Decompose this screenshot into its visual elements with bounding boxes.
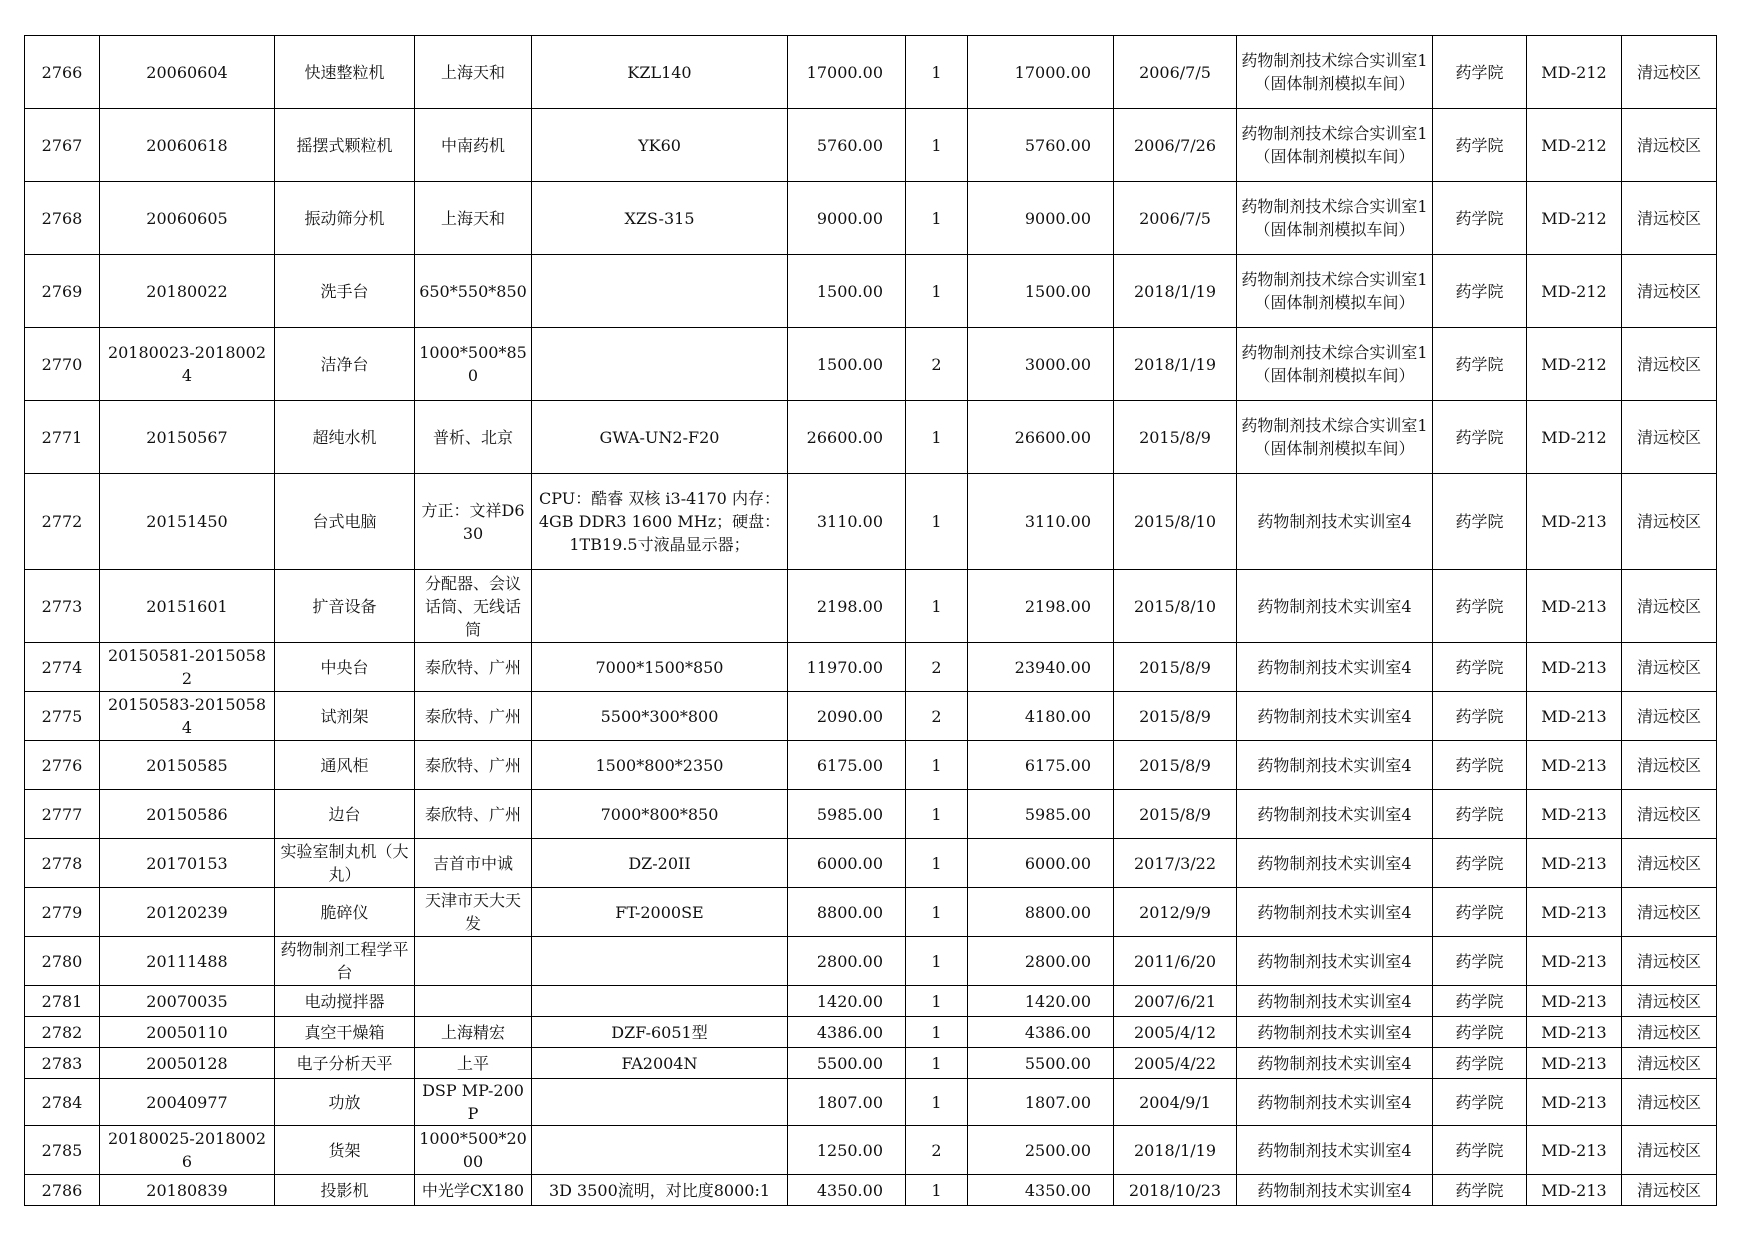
cell-id: 2785	[25, 1126, 100, 1175]
cell-department: 药学院	[1433, 36, 1527, 109]
cell-brand: 泰欣特、广州	[415, 790, 532, 839]
cell-campus: 清远校区	[1622, 986, 1717, 1017]
cell-asset-number: 20120239	[100, 888, 275, 937]
cell-purchase-date: 2015/8/10	[1114, 474, 1237, 570]
cell-unit-price: 11970.00	[788, 643, 906, 692]
cell-quantity: 1	[906, 839, 968, 888]
table-row	[25, 182, 1717, 255]
cell-brand: 方正：文祥D630	[415, 474, 532, 570]
cell-room: MD-212	[1527, 401, 1622, 474]
cell-quantity: 2	[906, 1126, 968, 1175]
cell-brand: 上海天和	[415, 36, 532, 109]
cell-room: MD-212	[1527, 328, 1622, 401]
cell-brand: 分配器、会议话筒、无线话筒	[415, 570, 532, 643]
cell-unit-price: 2090.00	[788, 692, 906, 741]
cell-id: 2769	[25, 255, 100, 328]
cell-quantity: 1	[906, 474, 968, 570]
cell-asset-number: 20170153	[100, 839, 275, 888]
cell-brand: 泰欣特、广州	[415, 643, 532, 692]
cell-campus: 清远校区	[1622, 570, 1717, 643]
cell-asset-number: 20180025-20180026	[100, 1126, 275, 1175]
cell-department: 药学院	[1433, 1175, 1527, 1206]
cell-purchase-date: 2015/8/9	[1114, 741, 1237, 790]
cell-total-amount: 2198.00	[968, 570, 1114, 643]
cell-id: 2766	[25, 36, 100, 109]
cell-campus: 清远校区	[1622, 839, 1717, 888]
cell-room: MD-213	[1527, 692, 1622, 741]
cell-asset-number: 20180022	[100, 255, 275, 328]
cell-id: 2771	[25, 401, 100, 474]
cell-unit-price: 6000.00	[788, 839, 906, 888]
cell-campus: 清远校区	[1622, 741, 1717, 790]
cell-location: 药物制剂技术实训室4	[1237, 643, 1433, 692]
cell-equipment-name: 振动筛分机	[275, 182, 415, 255]
cell-purchase-date: 2015/8/9	[1114, 401, 1237, 474]
cell-unit-price: 1807.00	[788, 1079, 906, 1126]
cell-department: 药学院	[1433, 109, 1527, 182]
cell-quantity: 2	[906, 643, 968, 692]
cell-department: 药学院	[1433, 1048, 1527, 1079]
cell-unit-price: 5760.00	[788, 109, 906, 182]
table-row	[25, 839, 1717, 888]
cell-unit-price: 26600.00	[788, 401, 906, 474]
cell-location: 药物制剂技术实训室4	[1237, 839, 1433, 888]
cell-brand: 中南药机	[415, 109, 532, 182]
table-row	[25, 1079, 1717, 1126]
cell-purchase-date: 2015/8/9	[1114, 643, 1237, 692]
cell-unit-price: 17000.00	[788, 36, 906, 109]
cell-room: MD-213	[1527, 839, 1622, 888]
cell-spec-model: CPU：酷睿 双核 i3-4170 内存：4GB DDR3 1600 MHz；硬盘：1TB19.5寸液晶显示器；	[532, 474, 788, 570]
cell-campus: 清远校区	[1622, 401, 1717, 474]
cell-location: 药物制剂技术实训室4	[1237, 1048, 1433, 1079]
cell-equipment-name: 试剂架	[275, 692, 415, 741]
cell-asset-number: 20040977	[100, 1079, 275, 1126]
cell-id: 2772	[25, 474, 100, 570]
cell-asset-number: 20150581-20150582	[100, 643, 275, 692]
cell-brand: 1000*500*2000	[415, 1126, 532, 1175]
cell-unit-price: 4386.00	[788, 1017, 906, 1048]
cell-unit-price: 3110.00	[788, 474, 906, 570]
table-row	[25, 1126, 1717, 1175]
cell-asset-number: 20050110	[100, 1017, 275, 1048]
cell-department: 药学院	[1433, 839, 1527, 888]
cell-campus: 清远校区	[1622, 1017, 1717, 1048]
cell-equipment-name: 实验室制丸机（大丸）	[275, 839, 415, 888]
cell-quantity: 1	[906, 401, 968, 474]
cell-campus: 清远校区	[1622, 109, 1717, 182]
cell-room: MD-213	[1527, 1126, 1622, 1175]
cell-asset-number: 20150567	[100, 401, 275, 474]
cell-brand: 泰欣特、广州	[415, 692, 532, 741]
cell-campus: 清远校区	[1622, 1079, 1717, 1126]
cell-spec-model: GWA-UN2-F20	[532, 401, 788, 474]
cell-purchase-date: 2011/6/20	[1114, 937, 1237, 986]
cell-id: 2774	[25, 643, 100, 692]
cell-purchase-date: 2004/9/1	[1114, 1079, 1237, 1126]
cell-location: 药物制剂技术综合实训室1（固体制剂模拟车间）	[1237, 182, 1433, 255]
cell-spec-model	[532, 255, 788, 328]
cell-purchase-date: 2015/8/9	[1114, 692, 1237, 741]
cell-total-amount: 5500.00	[968, 1048, 1114, 1079]
cell-location: 药物制剂技术实训室4	[1237, 1079, 1433, 1126]
cell-brand: 普析、北京	[415, 401, 532, 474]
cell-room: MD-213	[1527, 741, 1622, 790]
cell-campus: 清远校区	[1622, 1048, 1717, 1079]
table-row	[25, 1175, 1717, 1206]
cell-asset-number: 20151601	[100, 570, 275, 643]
cell-asset-number: 20151450	[100, 474, 275, 570]
cell-asset-number: 20070035	[100, 986, 275, 1017]
cell-quantity: 1	[906, 1079, 968, 1126]
table-row	[25, 643, 1717, 692]
cell-asset-number: 20060605	[100, 182, 275, 255]
cell-spec-model: 7000*800*850	[532, 790, 788, 839]
cell-quantity: 2	[906, 692, 968, 741]
cell-unit-price: 1500.00	[788, 328, 906, 401]
cell-room: MD-212	[1527, 109, 1622, 182]
cell-department: 药学院	[1433, 790, 1527, 839]
cell-department: 药学院	[1433, 328, 1527, 401]
cell-equipment-name: 药物制剂工程学平台	[275, 937, 415, 986]
cell-quantity: 1	[906, 182, 968, 255]
cell-location: 药物制剂技术实训室4	[1237, 937, 1433, 986]
cell-location: 药物制剂技术实训室4	[1237, 692, 1433, 741]
cell-total-amount: 6175.00	[968, 741, 1114, 790]
cell-department: 药学院	[1433, 888, 1527, 937]
cell-department: 药学院	[1433, 570, 1527, 643]
cell-spec-model	[532, 986, 788, 1017]
cell-brand	[415, 986, 532, 1017]
cell-brand: 泰欣特、广州	[415, 741, 532, 790]
cell-department: 药学院	[1433, 401, 1527, 474]
cell-campus: 清远校区	[1622, 1126, 1717, 1175]
cell-total-amount: 5985.00	[968, 790, 1114, 839]
cell-room: MD-213	[1527, 790, 1622, 839]
cell-purchase-date: 2007/6/21	[1114, 986, 1237, 1017]
cell-id: 2780	[25, 937, 100, 986]
cell-department: 药学院	[1433, 1079, 1527, 1126]
cell-total-amount: 26600.00	[968, 401, 1114, 474]
cell-department: 药学院	[1433, 692, 1527, 741]
cell-room: MD-212	[1527, 255, 1622, 328]
cell-unit-price: 5500.00	[788, 1048, 906, 1079]
cell-spec-model: 5500*300*800	[532, 692, 788, 741]
cell-equipment-name: 快速整粒机	[275, 36, 415, 109]
cell-spec-model	[532, 570, 788, 643]
cell-location: 药物制剂技术实训室4	[1237, 790, 1433, 839]
cell-spec-model	[532, 1126, 788, 1175]
cell-spec-model: 1500*800*2350	[532, 741, 788, 790]
cell-department: 药学院	[1433, 986, 1527, 1017]
cell-total-amount: 4180.00	[968, 692, 1114, 741]
cell-purchase-date: 2017/3/22	[1114, 839, 1237, 888]
cell-unit-price: 2800.00	[788, 937, 906, 986]
cell-room: MD-213	[1527, 1079, 1622, 1126]
table-row	[25, 328, 1717, 401]
cell-brand: 上海天和	[415, 182, 532, 255]
cell-campus: 清远校区	[1622, 937, 1717, 986]
cell-id: 2773	[25, 570, 100, 643]
table-row	[25, 401, 1717, 474]
table-row	[25, 937, 1717, 986]
cell-spec-model: DZF-6051型	[532, 1017, 788, 1048]
cell-total-amount: 3000.00	[968, 328, 1114, 401]
cell-id: 2767	[25, 109, 100, 182]
cell-id: 2768	[25, 182, 100, 255]
cell-total-amount: 1420.00	[968, 986, 1114, 1017]
table-row	[25, 790, 1717, 839]
cell-brand: 650*550*850	[415, 255, 532, 328]
cell-room: MD-213	[1527, 937, 1622, 986]
cell-total-amount: 4350.00	[968, 1175, 1114, 1206]
cell-quantity: 1	[906, 888, 968, 937]
cell-location: 药物制剂技术综合实训室1（固体制剂模拟车间）	[1237, 255, 1433, 328]
cell-brand: DSP MP-200P	[415, 1079, 532, 1126]
cell-unit-price: 8800.00	[788, 888, 906, 937]
cell-unit-price: 1500.00	[788, 255, 906, 328]
cell-quantity: 1	[906, 741, 968, 790]
cell-room: MD-213	[1527, 1017, 1622, 1048]
table-row	[25, 255, 1717, 328]
cell-total-amount: 2800.00	[968, 937, 1114, 986]
cell-room: MD-213	[1527, 888, 1622, 937]
cell-quantity: 1	[906, 255, 968, 328]
cell-department: 药学院	[1433, 1126, 1527, 1175]
cell-quantity: 1	[906, 1048, 968, 1079]
cell-room: MD-213	[1527, 1175, 1622, 1206]
cell-equipment-name: 台式电脑	[275, 474, 415, 570]
cell-asset-number: 20111488	[100, 937, 275, 986]
cell-spec-model: FA2004N	[532, 1048, 788, 1079]
cell-room: MD-213	[1527, 474, 1622, 570]
table-row	[25, 570, 1717, 643]
cell-unit-price: 5985.00	[788, 790, 906, 839]
cell-purchase-date: 2015/8/9	[1114, 790, 1237, 839]
cell-equipment-name: 电动搅拌器	[275, 986, 415, 1017]
cell-total-amount: 17000.00	[968, 36, 1114, 109]
cell-location: 药物制剂技术实训室4	[1237, 474, 1433, 570]
cell-quantity: 1	[906, 790, 968, 839]
cell-department: 药学院	[1433, 643, 1527, 692]
cell-id: 2778	[25, 839, 100, 888]
cell-total-amount: 5760.00	[968, 109, 1114, 182]
cell-equipment-name: 脆碎仪	[275, 888, 415, 937]
cell-brand: 1000*500*850	[415, 328, 532, 401]
cell-department: 药学院	[1433, 255, 1527, 328]
cell-location: 药物制剂技术综合实训室1（固体制剂模拟车间）	[1237, 401, 1433, 474]
cell-purchase-date: 2006/7/5	[1114, 36, 1237, 109]
cell-spec-model	[532, 1079, 788, 1126]
cell-equipment-name: 投影机	[275, 1175, 415, 1206]
cell-total-amount: 3110.00	[968, 474, 1114, 570]
cell-id: 2775	[25, 692, 100, 741]
table-row	[25, 1048, 1717, 1079]
cell-location: 药物制剂技术实训室4	[1237, 1017, 1433, 1048]
cell-campus: 清远校区	[1622, 888, 1717, 937]
cell-spec-model: XZS-315	[532, 182, 788, 255]
cell-equipment-name: 扩音设备	[275, 570, 415, 643]
cell-purchase-date: 2015/8/10	[1114, 570, 1237, 643]
cell-asset-number: 20060604	[100, 36, 275, 109]
cell-id: 2777	[25, 790, 100, 839]
cell-id: 2784	[25, 1079, 100, 1126]
cell-campus: 清远校区	[1622, 790, 1717, 839]
cell-spec-model	[532, 937, 788, 986]
cell-brand: 上平	[415, 1048, 532, 1079]
table-row	[25, 741, 1717, 790]
cell-quantity: 1	[906, 36, 968, 109]
cell-purchase-date: 2005/4/12	[1114, 1017, 1237, 1048]
cell-location: 药物制剂技术实训室4	[1237, 1126, 1433, 1175]
cell-id: 2779	[25, 888, 100, 937]
cell-spec-model: FT-2000SE	[532, 888, 788, 937]
cell-unit-price: 6175.00	[788, 741, 906, 790]
cell-total-amount: 1500.00	[968, 255, 1114, 328]
cell-campus: 清远校区	[1622, 643, 1717, 692]
cell-unit-price: 1420.00	[788, 986, 906, 1017]
cell-total-amount: 8800.00	[968, 888, 1114, 937]
cell-quantity: 1	[906, 937, 968, 986]
cell-equipment-name: 边台	[275, 790, 415, 839]
cell-id: 2786	[25, 1175, 100, 1206]
cell-campus: 清远校区	[1622, 474, 1717, 570]
cell-room: MD-213	[1527, 1048, 1622, 1079]
cell-purchase-date: 2005/4/22	[1114, 1048, 1237, 1079]
cell-equipment-name: 洗手台	[275, 255, 415, 328]
cell-room: MD-212	[1527, 36, 1622, 109]
cell-id: 2782	[25, 1017, 100, 1048]
cell-campus: 清远校区	[1622, 328, 1717, 401]
cell-unit-price: 1250.00	[788, 1126, 906, 1175]
cell-spec-model: 3D 3500流明，对比度8000:1	[532, 1175, 788, 1206]
cell-total-amount: 1807.00	[968, 1079, 1114, 1126]
cell-brand	[415, 937, 532, 986]
table-row	[25, 1017, 1717, 1048]
cell-asset-number: 20180839	[100, 1175, 275, 1206]
cell-brand: 吉首市中诚	[415, 839, 532, 888]
cell-purchase-date: 2018/10/23	[1114, 1175, 1237, 1206]
cell-location: 药物制剂技术实训室4	[1237, 986, 1433, 1017]
cell-id: 2781	[25, 986, 100, 1017]
cell-purchase-date: 2006/7/26	[1114, 109, 1237, 182]
cell-location: 药物制剂技术综合实训室1（固体制剂模拟车间）	[1237, 36, 1433, 109]
cell-spec-model: DZ-20II	[532, 839, 788, 888]
cell-location: 药物制剂技术综合实训室1（固体制剂模拟车间）	[1237, 328, 1433, 401]
cell-total-amount: 4386.00	[968, 1017, 1114, 1048]
cell-purchase-date: 2006/7/5	[1114, 182, 1237, 255]
cell-equipment-name: 电子分析天平	[275, 1048, 415, 1079]
cell-spec-model: KZL140	[532, 36, 788, 109]
cell-quantity: 1	[906, 109, 968, 182]
cell-campus: 清远校区	[1622, 36, 1717, 109]
cell-purchase-date: 2018/1/19	[1114, 255, 1237, 328]
cell-purchase-date: 2018/1/19	[1114, 1126, 1237, 1175]
cell-asset-number: 20150583-20150584	[100, 692, 275, 741]
cell-equipment-name: 洁净台	[275, 328, 415, 401]
cell-location: 药物制剂技术实训室4	[1237, 888, 1433, 937]
cell-unit-price: 2198.00	[788, 570, 906, 643]
table-row	[25, 36, 1717, 109]
cell-total-amount: 2500.00	[968, 1126, 1114, 1175]
cell-total-amount: 6000.00	[968, 839, 1114, 888]
cell-department: 药学院	[1433, 474, 1527, 570]
cell-campus: 清远校区	[1622, 692, 1717, 741]
cell-equipment-name: 货架	[275, 1126, 415, 1175]
cell-location: 药物制剂技术实训室4	[1237, 741, 1433, 790]
cell-id: 2776	[25, 741, 100, 790]
cell-department: 药学院	[1433, 937, 1527, 986]
equipment-table	[24, 35, 1717, 1206]
cell-room: MD-213	[1527, 570, 1622, 643]
cell-brand: 上海精宏	[415, 1017, 532, 1048]
cell-brand: 天津市天大天发	[415, 888, 532, 937]
cell-equipment-name: 真空干燥箱	[275, 1017, 415, 1048]
cell-equipment-name: 通风柜	[275, 741, 415, 790]
table-row	[25, 986, 1717, 1017]
cell-room: MD-213	[1527, 986, 1622, 1017]
cell-equipment-name: 功放	[275, 1079, 415, 1126]
cell-purchase-date: 2012/9/9	[1114, 888, 1237, 937]
cell-location: 药物制剂技术实训室4	[1237, 1175, 1433, 1206]
cell-asset-number: 20180023-20180024	[100, 328, 275, 401]
cell-purchase-date: 2018/1/19	[1114, 328, 1237, 401]
cell-room: MD-212	[1527, 182, 1622, 255]
table-row	[25, 692, 1717, 741]
cell-spec-model: 7000*1500*850	[532, 643, 788, 692]
cell-total-amount: 23940.00	[968, 643, 1114, 692]
cell-campus: 清远校区	[1622, 182, 1717, 255]
cell-asset-number: 20150585	[100, 741, 275, 790]
cell-location: 药物制剂技术实训室4	[1237, 570, 1433, 643]
table-row	[25, 888, 1717, 937]
cell-campus: 清远校区	[1622, 255, 1717, 328]
cell-unit-price: 9000.00	[788, 182, 906, 255]
cell-quantity: 1	[906, 570, 968, 643]
cell-quantity: 1	[906, 1017, 968, 1048]
cell-room: MD-213	[1527, 643, 1622, 692]
cell-equipment-name: 超纯水机	[275, 401, 415, 474]
cell-spec-model: YK60	[532, 109, 788, 182]
table-row	[25, 474, 1717, 570]
table-row	[25, 109, 1717, 182]
cell-id: 2783	[25, 1048, 100, 1079]
cell-equipment-name: 摇摆式颗粒机	[275, 109, 415, 182]
cell-asset-number: 20050128	[100, 1048, 275, 1079]
cell-department: 药学院	[1433, 741, 1527, 790]
cell-unit-price: 4350.00	[788, 1175, 906, 1206]
cell-campus: 清远校区	[1622, 1175, 1717, 1206]
cell-id: 2770	[25, 328, 100, 401]
cell-location: 药物制剂技术综合实训室1（固体制剂模拟车间）	[1237, 109, 1433, 182]
cell-department: 药学院	[1433, 1017, 1527, 1048]
cell-asset-number: 20150586	[100, 790, 275, 839]
cell-quantity: 1	[906, 1175, 968, 1206]
cell-equipment-name: 中央台	[275, 643, 415, 692]
cell-quantity: 1	[906, 986, 968, 1017]
cell-spec-model	[532, 328, 788, 401]
cell-quantity: 2	[906, 328, 968, 401]
cell-department: 药学院	[1433, 182, 1527, 255]
cell-total-amount: 9000.00	[968, 182, 1114, 255]
cell-asset-number: 20060618	[100, 109, 275, 182]
cell-brand: 中光学CX180	[415, 1175, 532, 1206]
